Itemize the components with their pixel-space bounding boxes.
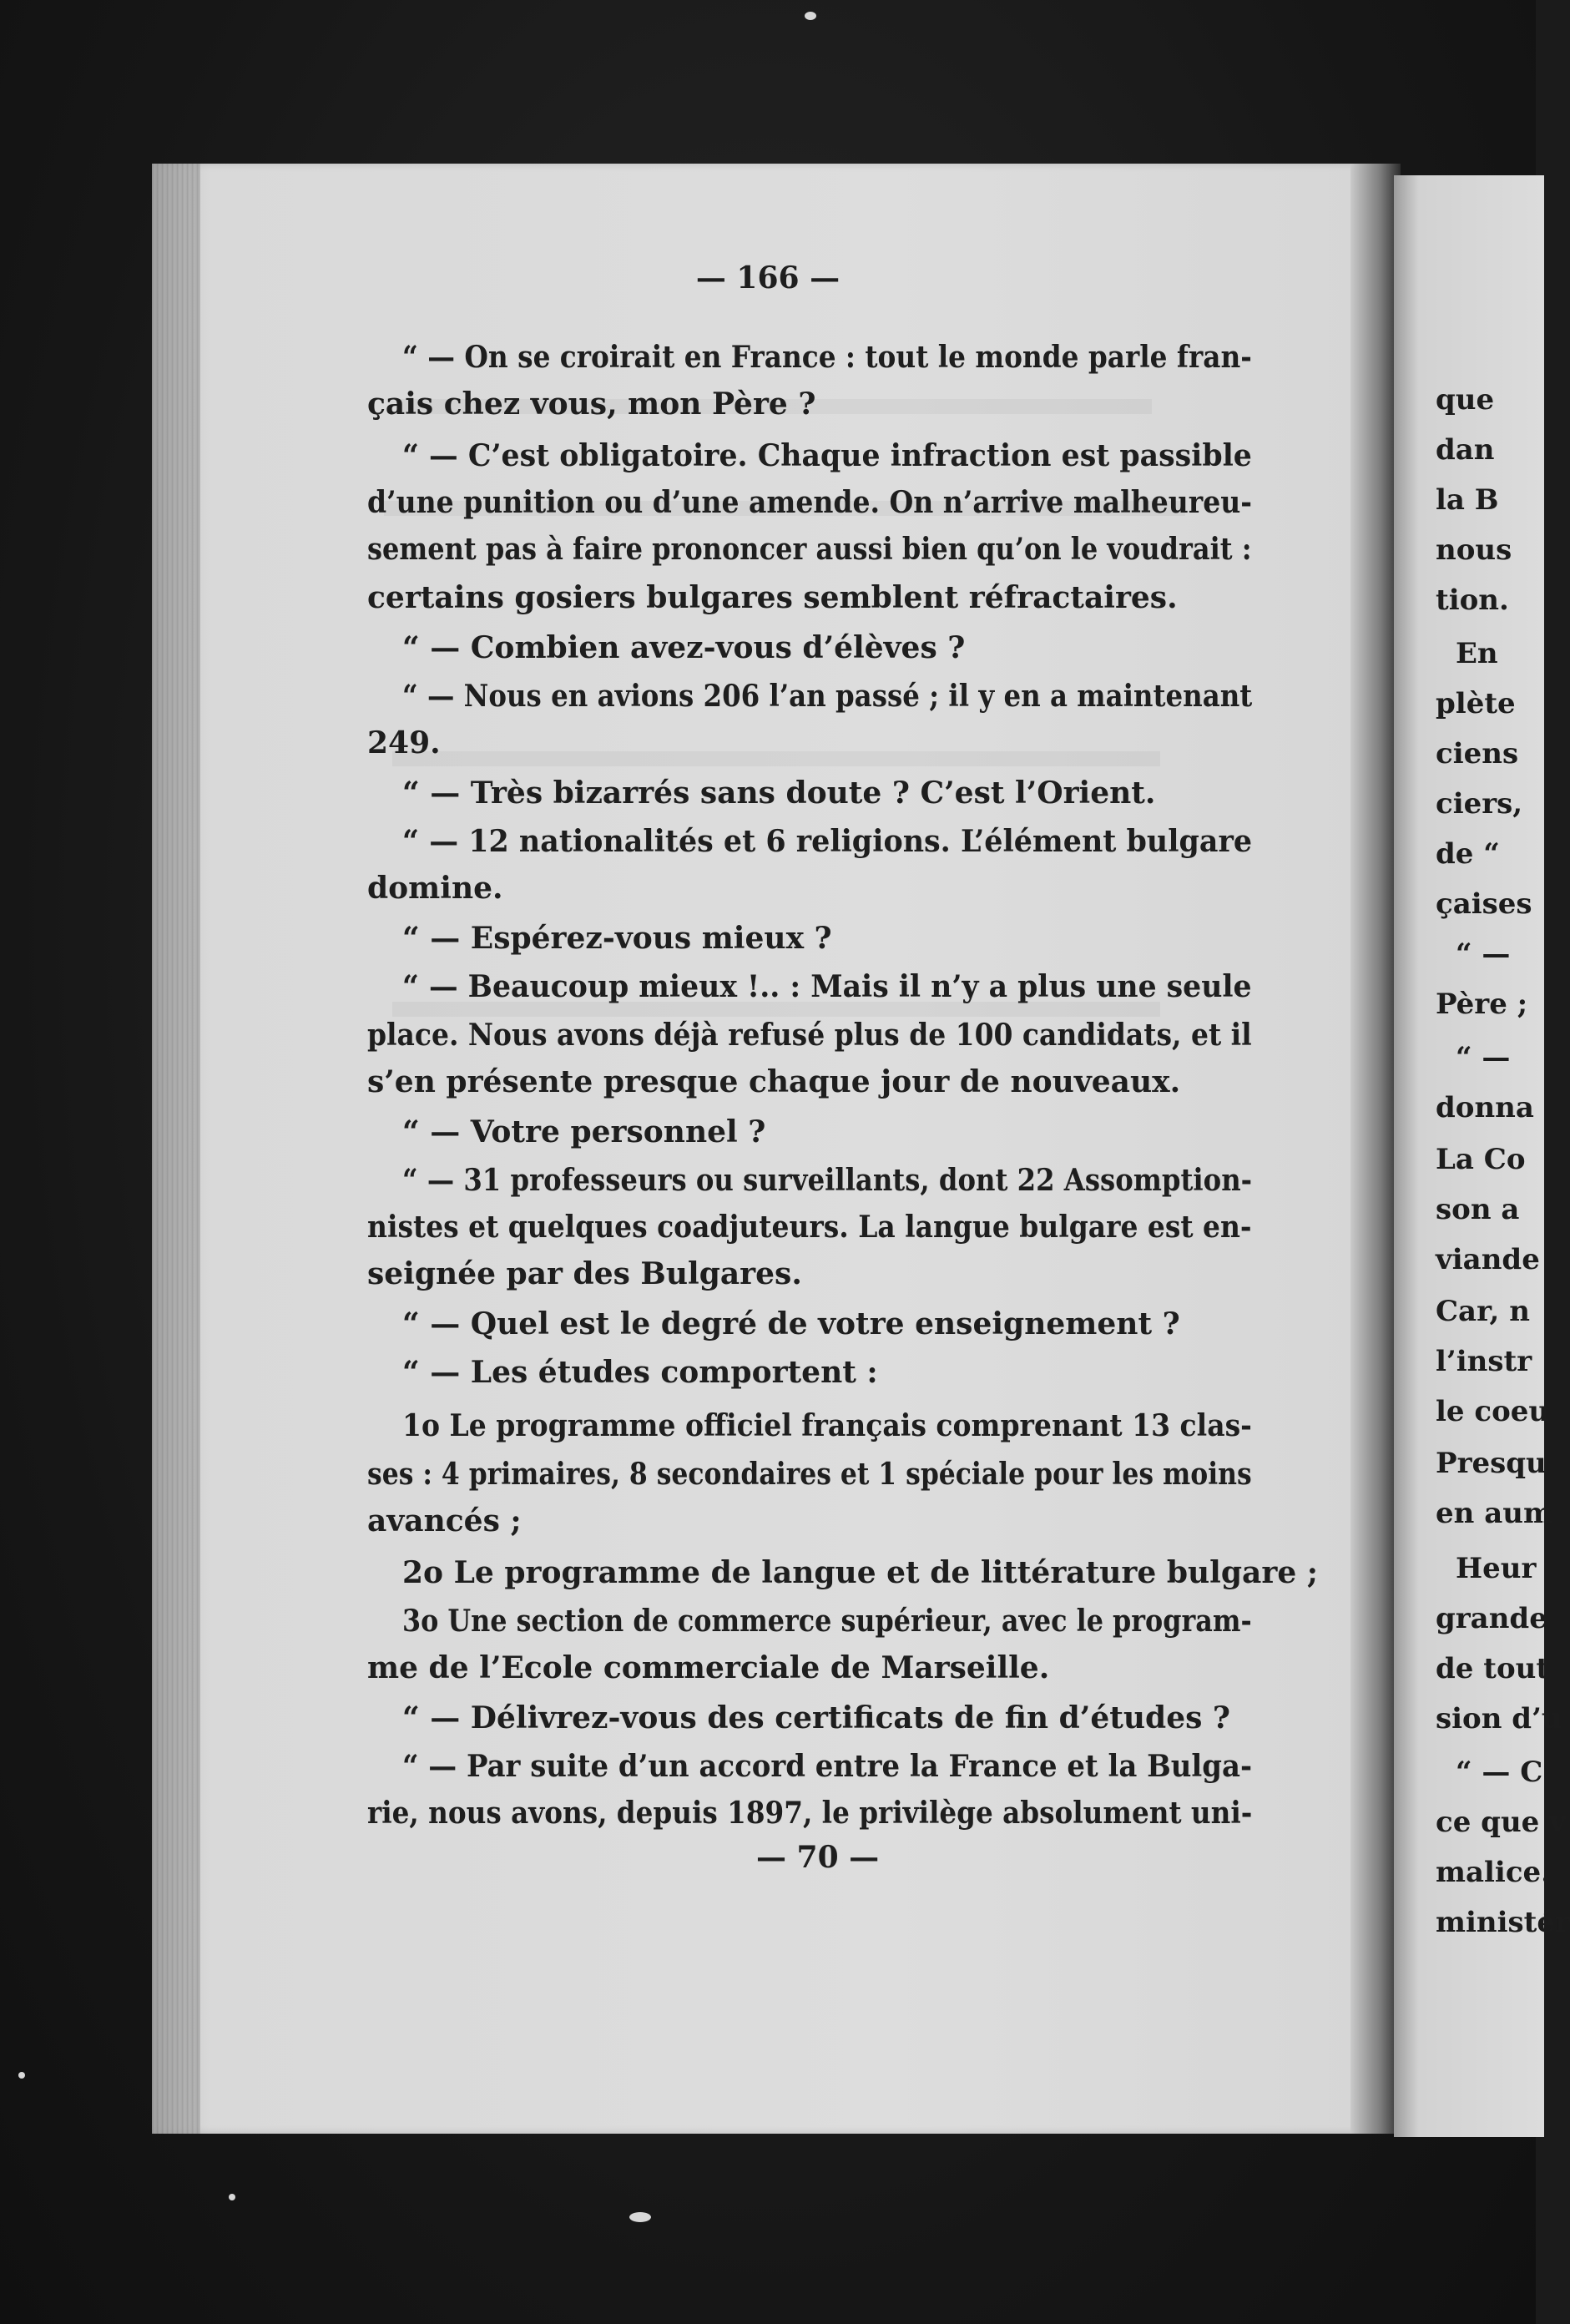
right-page-line: ce que v [1436, 1806, 1566, 1839]
right-page-line: en aum [1436, 1497, 1553, 1530]
dust-speck [805, 12, 816, 20]
text-line: 249. [367, 725, 441, 760]
right-page-line: sion d’u [1436, 1702, 1562, 1735]
page-header-number: — 166 — [695, 260, 841, 296]
text-line: 3o Une section de commerce supérieur, avec le program- [402, 1604, 1252, 1639]
text-line: sement pas à faire prononcer aussi bien qu’on le voudrait : [367, 532, 1252, 567]
text-line: “ — Combien avez-vous d’élèves ? [402, 630, 966, 665]
text-line: “ — Quel est le degré de votre enseignement ? [402, 1306, 1180, 1341]
text-line: “ — On se croirait en France : tout le monde parle fran- [402, 340, 1252, 375]
text-line: “ — 12 nationalités et 6 religions. L’élément bulgare [402, 824, 1253, 859]
right-page-line: ciens [1436, 737, 1519, 770]
right-page-line: nous [1436, 533, 1512, 567]
right-page-line: l’instr [1436, 1345, 1532, 1378]
text-line: “ — Nous en avions 206 l’an passé ; il y en a maintenant [402, 679, 1253, 714]
text-line: “ — Délivrez-vous des certificats de fin d’études ? [402, 1700, 1231, 1735]
text-line: seignée par des Bulgares. [367, 1256, 802, 1291]
text-line: çais chez vous, mon Père ? [367, 386, 816, 422]
text-line: 1o Le programme officiel français comprenant 13 clas- [402, 1408, 1252, 1443]
book-gutter [1350, 164, 1401, 2134]
text-line: me de l’Ecole commerciale de Marseille. [367, 1650, 1050, 1685]
page-folio: — 70 — [756, 1840, 880, 1875]
dust-speck [229, 2194, 235, 2200]
right-page-line: que [1436, 383, 1495, 417]
right-page-line: le coeu [1436, 1395, 1550, 1428]
text-line: place. Nous avons déjà refusé plus de 100 candidats, et il [367, 1018, 1252, 1053]
text-line: domine. [367, 871, 503, 906]
text-line: d’une punition ou d’une amende. On n’arrive malheureu- [367, 485, 1252, 520]
text-line: “ — Votre personnel ? [402, 1114, 766, 1149]
right-page-line: viande [1436, 1243, 1540, 1276]
right-page-line: malice. [1436, 1856, 1552, 1889]
right-page-line: tion. [1436, 584, 1509, 617]
show-through-artifact [392, 751, 1160, 766]
text-line: “ — Espérez-vous mieux ? [402, 921, 832, 956]
right-page-line: “ — [1456, 1041, 1511, 1074]
text-line: 2o Le programme de langue et de littérature bulgare ; [402, 1555, 1319, 1590]
dust-speck [18, 2072, 25, 2079]
text-line: “ — C’est obligatoire. Chaque infraction est passible [402, 438, 1252, 473]
right-page-line: la B [1436, 483, 1499, 517]
text-line: “ — Beaucoup mieux !.. : Mais il n’y a plus une seule [402, 969, 1252, 1004]
text-line: certains gosiers bulgares semblent réfractaires. [367, 580, 1178, 615]
right-page-line: “ — [1456, 937, 1511, 971]
right-page-line: ciers, [1436, 787, 1523, 821]
right-page-line: de “ [1436, 837, 1500, 871]
right-page-line: Presqu [1436, 1447, 1547, 1480]
text-line: ses : 4 primaires, 8 secondaires et 1 spéciale pour les moins [367, 1457, 1252, 1492]
right-page-line: grande [1436, 1602, 1547, 1635]
text-line: “ — Les études comportent : [402, 1355, 878, 1390]
right-page-line: dan [1436, 433, 1495, 467]
right-page [1394, 175, 1570, 2137]
right-page-line: son a [1436, 1193, 1520, 1226]
text-line: nistes et quelques coadjuteurs. La langue bulgare est en- [367, 1210, 1252, 1245]
text-line: “ — Par suite d’un accord entre la France et la Bulga- [402, 1749, 1253, 1784]
right-page-line: donna [1436, 1091, 1534, 1124]
right-page-line: “ — C [1456, 1756, 1543, 1789]
text-line: s’en présente presque chaque jour de nouveaux. [367, 1064, 1181, 1099]
right-page-line: çaises [1436, 887, 1532, 921]
text-line: “ — 31 professeurs ou surveillants, dont 22 Assomption- [402, 1163, 1253, 1198]
right-page-line: En [1456, 637, 1498, 670]
text-line: avancés ; [367, 1503, 522, 1538]
text-line: “ — Très bizarrés sans doute ? C’est l’Orient. [402, 776, 1156, 811]
right-page-line: Car, n [1436, 1295, 1530, 1328]
right-page-line: Père ; [1436, 988, 1528, 1021]
right-page-line: Heur [1456, 1552, 1537, 1585]
right-page-line: plète [1436, 687, 1516, 720]
right-page-line: ministér [1436, 1906, 1570, 1939]
dust-speck [629, 2212, 651, 2222]
right-page-line: La Co [1436, 1143, 1526, 1176]
text-line: rie, nous avons, depuis 1897, le privilège absolument uni- [367, 1796, 1253, 1831]
right-page-line: de tout [1436, 1652, 1550, 1685]
page-edge-stack [152, 164, 200, 2134]
